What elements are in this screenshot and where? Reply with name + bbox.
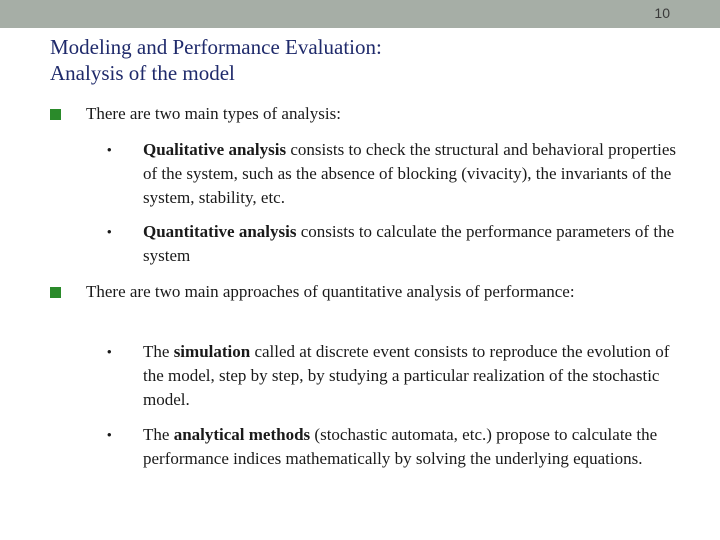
- dot-bullet-icon: •: [107, 224, 112, 239]
- sub-bullet-item: [107, 423, 687, 471]
- title-line-1: Modeling and Performance Evaluation:: [50, 35, 382, 59]
- square-bullet-icon: [50, 109, 61, 120]
- bullet-item: [50, 280, 690, 303]
- bold-term: Qualitative analysis: [143, 140, 287, 159]
- bold-term: Quantitative analysis: [143, 222, 297, 241]
- bullet-text: There are two main types of analysis:: [86, 104, 341, 123]
- sub-bullet-item: [107, 138, 687, 210]
- square-bullet-icon: [50, 287, 61, 298]
- dot-bullet-icon: •: [107, 344, 112, 359]
- slide-title: [50, 34, 382, 86]
- sub-bullet-item: [107, 340, 687, 412]
- sub-bullet-text: Quantitative analysis consists to calculate the performance parameters of the system: [143, 222, 675, 265]
- bullet-item: [50, 102, 690, 125]
- bold-term: analytical methods: [173, 425, 311, 444]
- sub-bullet-text: The simulation called at discrete event consists to reproduce the evolution of the model, step by step, by studying a particular realization of the stochastic model.: [143, 342, 670, 409]
- sub-bullet-text: Qualitative analysis consists to check the structural and behavioral properties of the system, such as the absence of blocking (vivacity), the invariants of the system, stability, etc.: [143, 140, 677, 207]
- dot-bullet-icon: •: [107, 427, 112, 442]
- header-bar: [0, 0, 720, 28]
- sub-bullet-text: The analytical methods (stochastic automata, etc.) propose to calculate the performance indices mathematically by solving the underlying equations.: [143, 425, 658, 468]
- page-number: 10: [654, 5, 670, 21]
- title-line-2: Analysis of the model: [50, 61, 235, 85]
- bold-term: simulation: [173, 342, 251, 361]
- sub-bullet-item: [107, 220, 687, 268]
- dot-bullet-icon: •: [107, 142, 112, 157]
- bullet-text: There are two main approaches of quantitative analysis of performance:: [86, 282, 575, 301]
